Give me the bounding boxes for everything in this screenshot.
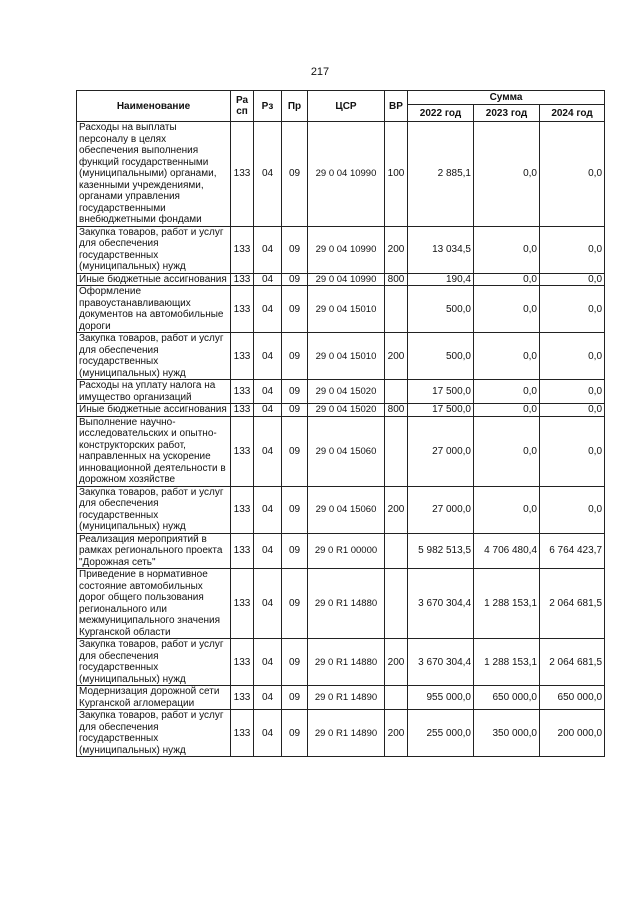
cell-csr: 29 0 R1 14890 [308, 686, 385, 710]
cell-pr: 09 [282, 710, 308, 757]
cell-name: Закупка товаров, работ и услуг для обеспечения государственных (муниципальных) нужд [77, 710, 231, 757]
cell-pr: 09 [282, 416, 308, 486]
cell-2023: 350 000,0 [474, 710, 540, 757]
cell-2024: 2 064 681,5 [540, 639, 605, 686]
cell-2024: 0,0 [540, 404, 605, 417]
cell-2024: 0,0 [540, 226, 605, 273]
cell-2023: 0,0 [474, 286, 540, 333]
table-row [77, 226, 605, 273]
table-row [77, 486, 605, 533]
cell-rz: 04 [254, 380, 282, 404]
cell-2023: 0,0 [474, 416, 540, 486]
budget-table [76, 90, 605, 757]
cell-2022: 5 982 513,5 [408, 533, 474, 569]
cell-rz: 04 [254, 226, 282, 273]
col-header-sum: Сумма [408, 91, 605, 105]
cell-2024: 650 000,0 [540, 686, 605, 710]
cell-2023: 1 288 153,1 [474, 569, 540, 639]
cell-2023: 0,0 [474, 273, 540, 286]
cell-name: Закупка товаров, работ и услуг для обеспечения государственных (муниципальных) нужд [77, 486, 231, 533]
cell-vr: 100 [385, 122, 408, 227]
cell-name: Оформление правоустанавливающих документов на автомобильные дороги [77, 286, 231, 333]
cell-pr: 09 [282, 486, 308, 533]
cell-2023: 0,0 [474, 226, 540, 273]
cell-2024: 6 764 423,7 [540, 533, 605, 569]
cell-rz: 04 [254, 639, 282, 686]
cell-rz: 04 [254, 333, 282, 380]
cell-csr: 29 0 R1 14880 [308, 639, 385, 686]
cell-2024: 0,0 [540, 286, 605, 333]
cell-pr: 09 [282, 226, 308, 273]
cell-rasp: 133 [231, 486, 254, 533]
cell-2022: 3 670 304,4 [408, 569, 474, 639]
cell-2022: 17 500,0 [408, 380, 474, 404]
cell-name: Модернизация дорожной сети Курганской агломерации [77, 686, 231, 710]
cell-vr [385, 533, 408, 569]
cell-2022: 955 000,0 [408, 686, 474, 710]
cell-name: Приведение в нормативное состояние автомобильных дорог общего пользования регионального или межмуниципального значения Курганской области [77, 569, 231, 639]
table-row [77, 533, 605, 569]
col-header-2023: 2023 год [474, 105, 540, 122]
cell-2022: 27 000,0 [408, 486, 474, 533]
cell-rasp: 133 [231, 286, 254, 333]
cell-vr: 200 [385, 333, 408, 380]
cell-rasp: 133 [231, 380, 254, 404]
cell-2023: 1 288 153,1 [474, 639, 540, 686]
cell-2022: 17 500,0 [408, 404, 474, 417]
cell-2023: 0,0 [474, 122, 540, 227]
cell-vr [385, 416, 408, 486]
cell-rasp: 133 [231, 710, 254, 757]
cell-2022: 255 000,0 [408, 710, 474, 757]
cell-vr: 200 [385, 486, 408, 533]
cell-vr: 200 [385, 710, 408, 757]
cell-2024: 0,0 [540, 416, 605, 486]
cell-csr: 29 0 R1 00000 [308, 533, 385, 569]
cell-vr: 200 [385, 639, 408, 686]
table-row [77, 569, 605, 639]
cell-2022: 190,4 [408, 273, 474, 286]
cell-pr: 09 [282, 686, 308, 710]
col-header-pr: Пр [282, 91, 308, 122]
cell-vr [385, 286, 408, 333]
cell-2023: 0,0 [474, 333, 540, 380]
table-row [77, 686, 605, 710]
cell-csr: 29 0 04 15020 [308, 380, 385, 404]
header-row-top [77, 91, 605, 105]
cell-rz: 04 [254, 273, 282, 286]
table-row [77, 273, 605, 286]
cell-2023: 650 000,0 [474, 686, 540, 710]
cell-2023: 0,0 [474, 404, 540, 417]
cell-2024: 0,0 [540, 380, 605, 404]
cell-vr [385, 686, 408, 710]
cell-2024: 0,0 [540, 122, 605, 227]
cell-csr: 29 0 04 15060 [308, 486, 385, 533]
col-header-name: Наименование [77, 91, 231, 122]
cell-rasp: 133 [231, 404, 254, 417]
table-row [77, 404, 605, 417]
cell-csr: 29 0 04 15020 [308, 404, 385, 417]
cell-csr: 29 0 R1 14890 [308, 710, 385, 757]
cell-csr: 29 0 R1 14880 [308, 569, 385, 639]
table-row [77, 639, 605, 686]
cell-name: Выполнение научно-исследовательских и опытно-конструкторских работ, направленных на ускорение инновационной деятельности в дорожном хозяйстве [77, 416, 231, 486]
cell-2022: 500,0 [408, 333, 474, 380]
cell-name: Реализация мероприятий в рамках регионального проекта "Дорожная сеть" [77, 533, 231, 569]
cell-rz: 04 [254, 122, 282, 227]
table-row [77, 710, 605, 757]
cell-name: Закупка товаров, работ и услуг для обеспечения государственных (муниципальных) нужд [77, 333, 231, 380]
cell-rz: 04 [254, 569, 282, 639]
col-header-2022: 2022 год [408, 105, 474, 122]
cell-2024: 0,0 [540, 486, 605, 533]
cell-csr: 29 0 04 10990 [308, 226, 385, 273]
cell-rasp: 133 [231, 122, 254, 227]
cell-pr: 09 [282, 380, 308, 404]
cell-2022: 13 034,5 [408, 226, 474, 273]
col-header-2024: 2024 год [540, 105, 605, 122]
cell-pr: 09 [282, 122, 308, 227]
cell-2022: 500,0 [408, 286, 474, 333]
cell-pr: 09 [282, 333, 308, 380]
cell-2022: 27 000,0 [408, 416, 474, 486]
cell-rasp: 133 [231, 533, 254, 569]
cell-pr: 09 [282, 273, 308, 286]
table-row [77, 416, 605, 486]
cell-vr: 800 [385, 273, 408, 286]
cell-name: Закупка товаров, работ и услуг для обеспечения государственных (муниципальных) нужд [77, 639, 231, 686]
table-body [77, 122, 605, 757]
table-row [77, 380, 605, 404]
col-header-rasp: Ра сп [231, 91, 254, 122]
page-number: 217 [310, 66, 330, 78]
cell-rz: 04 [254, 686, 282, 710]
cell-vr [385, 569, 408, 639]
col-header-rz: Рз [254, 91, 282, 122]
cell-rasp: 133 [231, 569, 254, 639]
col-header-vr: ВР [385, 91, 408, 122]
cell-pr: 09 [282, 569, 308, 639]
cell-pr: 09 [282, 404, 308, 417]
cell-2023: 0,0 [474, 380, 540, 404]
col-header-csr: ЦСР [308, 91, 385, 122]
cell-2024: 200 000,0 [540, 710, 605, 757]
cell-vr [385, 380, 408, 404]
cell-rz: 04 [254, 286, 282, 333]
cell-pr: 09 [282, 286, 308, 333]
cell-2022: 3 670 304,4 [408, 639, 474, 686]
cell-csr: 29 0 04 10990 [308, 273, 385, 286]
cell-rasp: 133 [231, 226, 254, 273]
cell-rz: 04 [254, 416, 282, 486]
cell-pr: 09 [282, 639, 308, 686]
cell-rasp: 133 [231, 686, 254, 710]
table-row [77, 333, 605, 380]
cell-name: Закупка товаров, работ и услуг для обеспечения государственных (муниципальных) нужд [77, 226, 231, 273]
cell-rz: 04 [254, 486, 282, 533]
cell-rz: 04 [254, 404, 282, 417]
cell-csr: 29 0 04 10990 [308, 122, 385, 227]
cell-vr: 800 [385, 404, 408, 417]
cell-rasp: 133 [231, 273, 254, 286]
table-row [77, 286, 605, 333]
cell-csr: 29 0 04 15010 [308, 286, 385, 333]
cell-name: Расходы на уплату налога на имущество организаций [77, 380, 231, 404]
cell-2023: 4 706 480,4 [474, 533, 540, 569]
cell-rasp: 133 [231, 639, 254, 686]
table-row [77, 122, 605, 227]
cell-name: Иные бюджетные ассигнования [77, 273, 231, 286]
cell-pr: 09 [282, 533, 308, 569]
cell-name: Иные бюджетные ассигнования [77, 404, 231, 417]
cell-2024: 0,0 [540, 273, 605, 286]
cell-rasp: 133 [231, 416, 254, 486]
cell-rz: 04 [254, 533, 282, 569]
cell-rz: 04 [254, 710, 282, 757]
cell-csr: 29 0 04 15010 [308, 333, 385, 380]
cell-2023: 0,0 [474, 486, 540, 533]
cell-rasp: 133 [231, 333, 254, 380]
cell-csr: 29 0 04 15060 [308, 416, 385, 486]
cell-2024: 2 064 681,5 [540, 569, 605, 639]
cell-2024: 0,0 [540, 333, 605, 380]
cell-name: Расходы на выплаты персоналу в целях обеспечения выполнения функций государственными (муниципальными) органами, казенными учреждениями, органами управления государственными внебюджетными фондами [77, 122, 231, 227]
cell-2022: 2 885,1 [408, 122, 474, 227]
cell-vr: 200 [385, 226, 408, 273]
